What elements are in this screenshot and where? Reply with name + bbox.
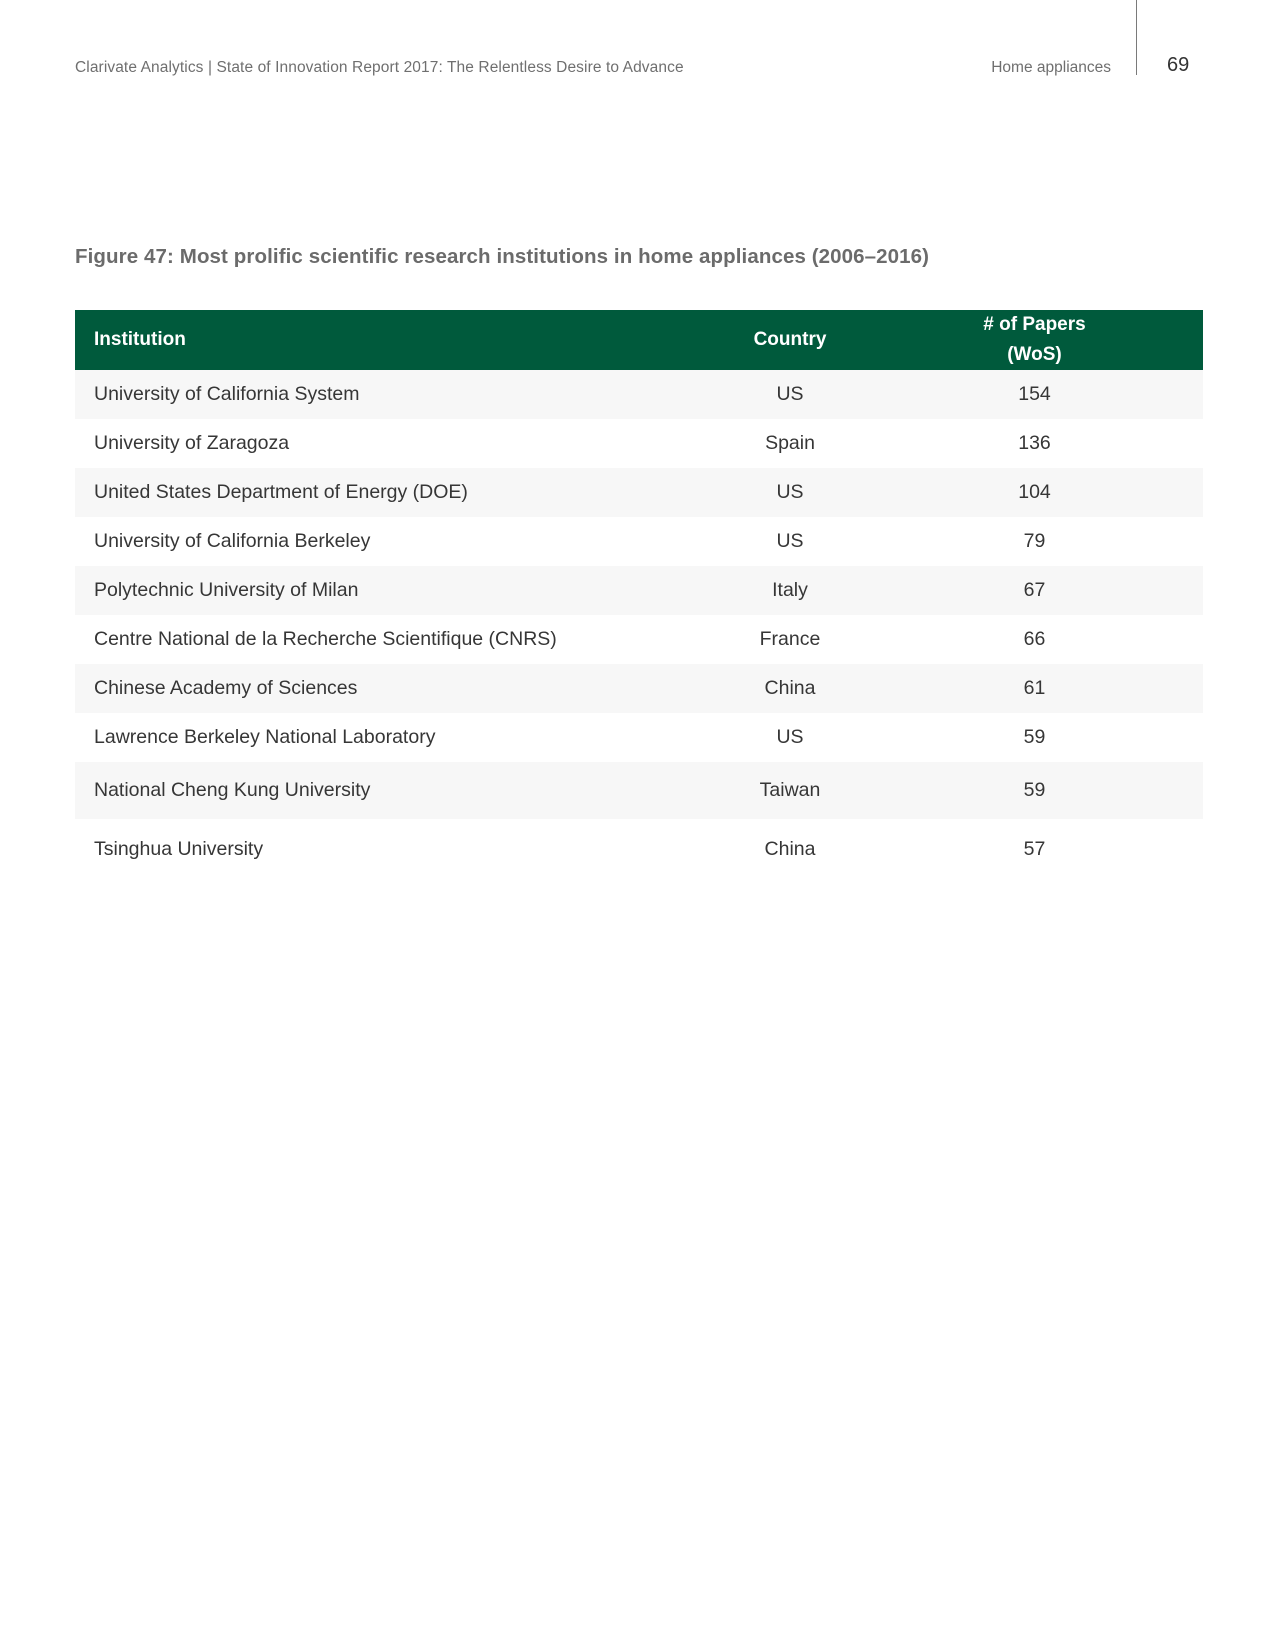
- cell-institution: Centre National de la Recherche Scientifique (CNRS): [94, 628, 557, 650]
- table-header-row: [75, 310, 1203, 370]
- column-header-country: Country: [714, 310, 866, 370]
- running-header: Clarivate Analytics | State of Innovation Report 2017: The Relentless Desire to Advance: [75, 59, 684, 76]
- table-row: [75, 517, 1203, 566]
- cell-country: Taiwan: [714, 762, 866, 819]
- column-header-institution: Institution: [75, 310, 714, 370]
- cell-papers: 59: [866, 762, 1203, 819]
- cell-institution: National Cheng Kung University: [75, 762, 714, 819]
- cell-papers: 67: [866, 566, 1203, 615]
- cell-papers: 79: [1023, 530, 1046, 552]
- cell-country: US: [776, 726, 804, 748]
- cell-institution: University of Zaragoza: [94, 432, 290, 454]
- figure-title: Figure 47: Most prolific scientific research institutions in home appliances (2006–2016): [75, 245, 930, 268]
- cell-papers: 66: [1023, 628, 1046, 650]
- table-row: [75, 819, 1203, 879]
- cell-country: Italy: [714, 566, 866, 615]
- cell-country: Spain: [765, 432, 815, 454]
- cell-country: US: [714, 468, 866, 517]
- table-row: [75, 419, 1203, 468]
- table-row: [75, 468, 1203, 517]
- cell-country: US: [776, 530, 804, 552]
- cell-papers: 59: [1023, 726, 1046, 748]
- page-number: 69: [1167, 54, 1190, 76]
- cell-papers: 57: [1023, 837, 1046, 860]
- cell-institution: Chinese Academy of Sciences: [75, 664, 714, 713]
- cell-institution: United States Department of Energy (DOE): [75, 468, 714, 517]
- cell-country: US: [714, 370, 866, 419]
- table-row: [75, 664, 1203, 713]
- cell-institution: University of California System: [75, 370, 714, 419]
- cell-country: China: [764, 837, 816, 860]
- cell-country: France: [759, 628, 821, 650]
- table-row: [75, 615, 1203, 664]
- cell-institution: Tsinghua University: [94, 837, 264, 860]
- column-header-papers-line1: # of Papers: [983, 314, 1086, 335]
- cell-institution: Polytechnic University of Milan: [75, 566, 714, 615]
- table-row: [75, 370, 1203, 419]
- cell-papers: 154: [866, 370, 1203, 419]
- table-row: [75, 713, 1203, 762]
- institutions-table: [75, 310, 1203, 879]
- cell-papers: 136: [1018, 432, 1051, 454]
- cell-papers: 61: [866, 664, 1203, 713]
- header-divider: [1136, 0, 1137, 75]
- cell-institution: Lawrence Berkeley National Laboratory: [94, 726, 436, 748]
- column-header-papers: [866, 310, 1203, 370]
- cell-country: China: [714, 664, 866, 713]
- cell-institution: University of California Berkeley: [94, 530, 371, 552]
- section-name: Home appliances: [991, 59, 1111, 76]
- table-row: [75, 566, 1203, 615]
- column-header-papers-line2: (WoS): [1007, 344, 1062, 365]
- cell-papers: 104: [866, 468, 1203, 517]
- table-row: [75, 762, 1203, 819]
